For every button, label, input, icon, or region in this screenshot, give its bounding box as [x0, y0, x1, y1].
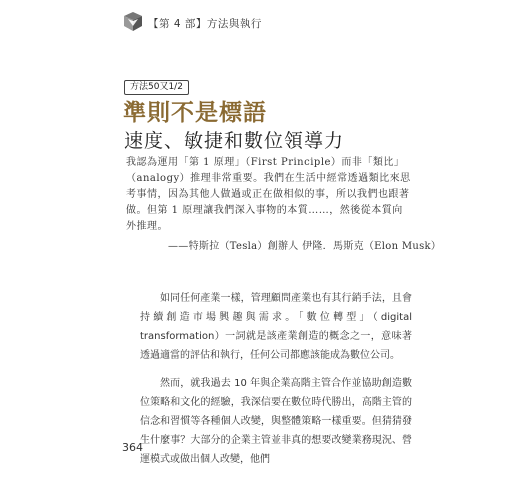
page-title: 準則不是標語 [123, 99, 267, 126]
cube-icon [122, 10, 144, 32]
epigraph-quote: 我認為運用「第 1 原理」（First Principle）而非「類比」（analogy）推理非常重要。我們在生活中經常透過類比來思考事情，因為其他人做過或正在做相似的事，所以我們也跟著做。但第 1 原理讓我們深入事物的本質……，然後從本質向外推理。 [126, 157, 411, 232]
quote-attribution: ——特斯拉（Tesla）創辦人 伊隆．馬斯克（Elon Musk） [168, 241, 442, 252]
body-paragraph: 然而，就我過去 10 年與企業高階主管合作並協助創造數位策略和文化的經驗，我深信要在數位時代勝出，高階主管的信念和習慣等各種個人改變，與整體策略一樣重要。但猜猜發生什麼事？大部分的企業主管並非真的想要改變業務現況、營運模式或做出個人改變，他們 [140, 378, 412, 465]
method-tag: 方法50又1/2 [124, 80, 189, 95]
section-label: 【第 4 部】方法與執行 [148, 18, 262, 30]
page-subtitle: 速度、敏捷和數位領導力 [124, 130, 345, 152]
body-paragraph: 如同任何產業一樣，管理顧問產業也有其行銷手法，且會持續創造市場興趣與需求。「數位轉型」（digital transformation）一詞就是該產業創造的概念之一，意味著透過適當的評估和執行，任何公司都應該能成為數位公司。 [140, 293, 412, 361]
page-number: 364 [122, 441, 143, 454]
